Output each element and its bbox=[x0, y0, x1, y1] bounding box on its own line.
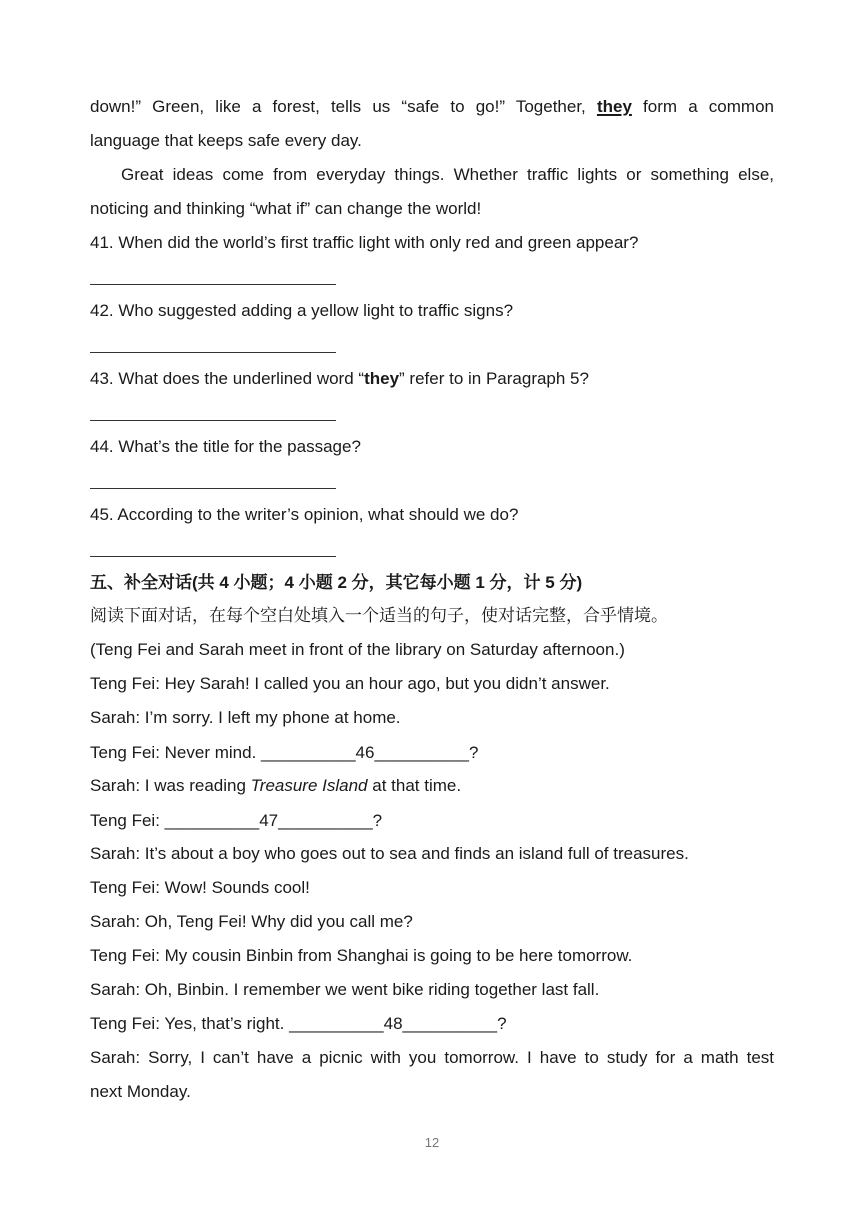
answer-blank-45[interactable] bbox=[90, 556, 336, 557]
passage-text: form a common bbox=[631, 97, 774, 116]
dialogue-text: Sarah: I was reading bbox=[90, 776, 251, 795]
question-42: 42. Who suggested adding a yellow light to traffic signs? bbox=[90, 301, 514, 320]
dialogue-line bbox=[90, 775, 461, 797]
bold-word-they: they bbox=[364, 369, 400, 388]
answer-blank-42[interactable] bbox=[90, 352, 336, 353]
dialogue-line: Sarah: Oh, Teng Fei! Why did you call me? bbox=[90, 912, 413, 931]
section5-instruction: 阅读下面对话，在每个空白处填入一个适当的句子，使对话完整，合乎情境。 bbox=[90, 606, 668, 625]
dialogue-line: Teng Fei: My cousin Binbin from Shanghai is going to be here tomorrow. bbox=[90, 946, 633, 965]
section5-heading: 五、补全对话(共 4 小题；4 小题 2 分，其它每小题 1 分，计 5 分) bbox=[90, 573, 583, 592]
question-43 bbox=[90, 368, 589, 390]
answer-blank-44[interactable] bbox=[90, 488, 336, 489]
passage-paragraph5-line2: noticing and thinking “what if” can change the world! bbox=[90, 199, 482, 218]
answer-blank-41[interactable] bbox=[90, 284, 336, 285]
dialogue-line: Sarah: It’s about a boy who goes out to sea and finds an island full of treasures. bbox=[90, 844, 689, 863]
dialogue-line: Teng Fei: Wow! Sounds cool! bbox=[90, 878, 310, 897]
book-title: Treasure Island bbox=[250, 776, 368, 795]
passage-text: down!” Green, like a forest, tells us “safe to go!” Together, bbox=[90, 97, 597, 116]
dialogue-line: Sarah: I’m sorry. I left my phone at home. bbox=[90, 708, 401, 727]
passage-paragraph5-line1: Great ideas come from everyday things. Whether traffic lights or something else, bbox=[121, 165, 774, 184]
dialogue-scene: (Teng Fei and Sarah meet in front of the library on Saturday afternoon.) bbox=[90, 640, 625, 659]
question-45: 45. According to the writer’s opinion, what should we do? bbox=[90, 505, 519, 524]
dialogue-line: Teng Fei: Hey Sarah! I called you an hour ago, but you didn’t answer. bbox=[90, 674, 610, 693]
answer-blank-43[interactable] bbox=[90, 420, 336, 421]
dialogue-line: Sarah: Oh, Binbin. I remember we went bike riding together last fall. bbox=[90, 980, 600, 999]
dialogue-line: next Monday. bbox=[90, 1082, 191, 1101]
dialogue-line-blank-48[interactable]: Teng Fei: Yes, that’s right. __________48__________? bbox=[90, 1014, 507, 1033]
question-text: 43. What does the underlined word “ bbox=[90, 369, 365, 388]
underlined-word-they: they bbox=[596, 97, 632, 116]
question-44: 44. What’s the title for the passage? bbox=[90, 437, 361, 456]
question-41: 41. When did the world’s first traffic light with only red and green appear? bbox=[90, 233, 639, 252]
passage-paragraph4-line1 bbox=[90, 96, 774, 118]
dialogue-text: at that time. bbox=[367, 776, 462, 795]
passage-paragraph4-line2: language that keeps safe every day. bbox=[90, 131, 362, 150]
dialogue-line-blank-46[interactable]: Teng Fei: Never mind. __________46__________? bbox=[90, 743, 479, 762]
page-number: 12 bbox=[424, 1135, 440, 1150]
dialogue-line-blank-47[interactable]: Teng Fei: __________47__________? bbox=[90, 811, 383, 830]
question-text: ” refer to in Paragraph 5? bbox=[399, 369, 589, 388]
dialogue-line: Sarah: Sorry, I can’t have a picnic with you tomorrow. I have to study for a math test bbox=[90, 1048, 774, 1067]
